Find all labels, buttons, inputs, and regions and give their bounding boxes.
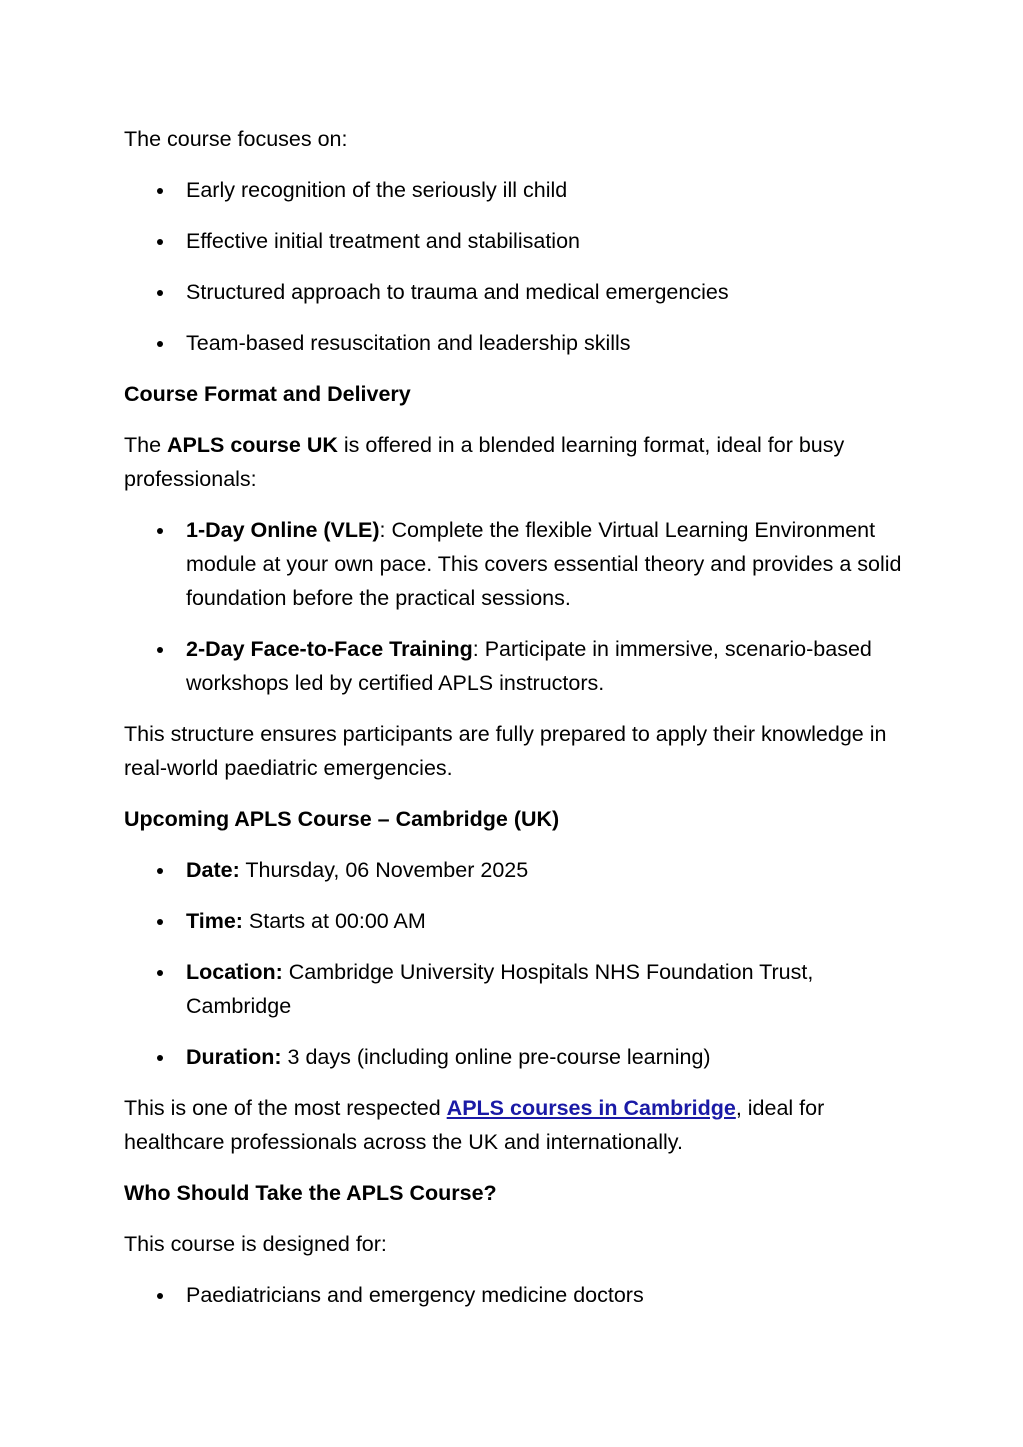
- upcoming-closing-pre: This is one of the most respected: [124, 1096, 447, 1120]
- format-list: [124, 513, 904, 700]
- list-item-text: Starts at 00:00 AM: [242, 909, 426, 933]
- list-item: [186, 955, 904, 1023]
- list-item-text: Thursday, 06 November 2025: [239, 858, 529, 882]
- upcoming-closing: [124, 1091, 904, 1159]
- format-para-post: is offered in a blended learning format, ideal for busy professionals:: [124, 433, 845, 491]
- focus-list: [124, 173, 904, 360]
- format-para-pre: The: [124, 433, 168, 457]
- list-item: [186, 853, 904, 887]
- list-item-label: Duration:: [186, 1045, 282, 1069]
- document-page: [124, 122, 904, 1329]
- who-list: [124, 1278, 904, 1312]
- list-item: [186, 632, 904, 700]
- section-heading-upcoming: Upcoming APLS Course – Cambridge (UK): [124, 807, 560, 831]
- list-item: [186, 1040, 904, 1074]
- list-item-label: 1-Day Online (VLE): [186, 518, 380, 542]
- format-para-bold: APLS course UK: [167, 433, 338, 457]
- upcoming-list: [124, 853, 904, 1074]
- list-item: Paediatricians and emergency medicine doctors: [186, 1278, 904, 1312]
- list-item: Effective initial treatment and stabilisation: [186, 224, 904, 258]
- list-item-text: 3 days (including online pre-course learning): [281, 1045, 711, 1069]
- section-heading-format: Course Format and Delivery: [124, 382, 411, 406]
- list-item: Early recognition of the seriously ill child: [186, 173, 904, 207]
- list-item: Team-based resuscitation and leadership skills: [186, 326, 904, 360]
- list-item: [186, 513, 904, 615]
- list-item-label: 2-Day Face-to-Face Training: [186, 637, 473, 661]
- list-item-label: Location:: [186, 960, 283, 984]
- list-item: [186, 904, 904, 938]
- list-item: Structured approach to trauma and medical emergencies: [186, 275, 904, 309]
- list-item-text: : Participate in immersive, scenario-based workshops led by certified APLS instructors.: [186, 637, 872, 695]
- format-paragraph: [124, 428, 904, 496]
- format-closing: This structure ensures participants are fully prepared to apply their knowledge in real-world paediatric emergencies.: [124, 722, 887, 780]
- list-item-label: Time:: [186, 909, 243, 933]
- list-item-text: : Complete the flexible Virtual Learning Environment module at your own pace. This covers essential theory and provides a solid foundation before the practical sessions.: [186, 518, 902, 610]
- list-item-label: Date:: [186, 858, 240, 882]
- section-heading-who: Who Should Take the APLS Course?: [124, 1181, 497, 1205]
- intro-text: The course focuses on:: [124, 127, 348, 151]
- who-intro: This course is designed for:: [124, 1232, 387, 1256]
- list-item-text: Cambridge University Hospitals NHS Foundation Trust, Cambridge: [186, 960, 814, 1018]
- upcoming-closing-post: , ideal for healthcare professionals across the UK and internationally.: [124, 1096, 825, 1154]
- apls-cambridge-link[interactable]: APLS courses in Cambridge: [446, 1096, 736, 1120]
